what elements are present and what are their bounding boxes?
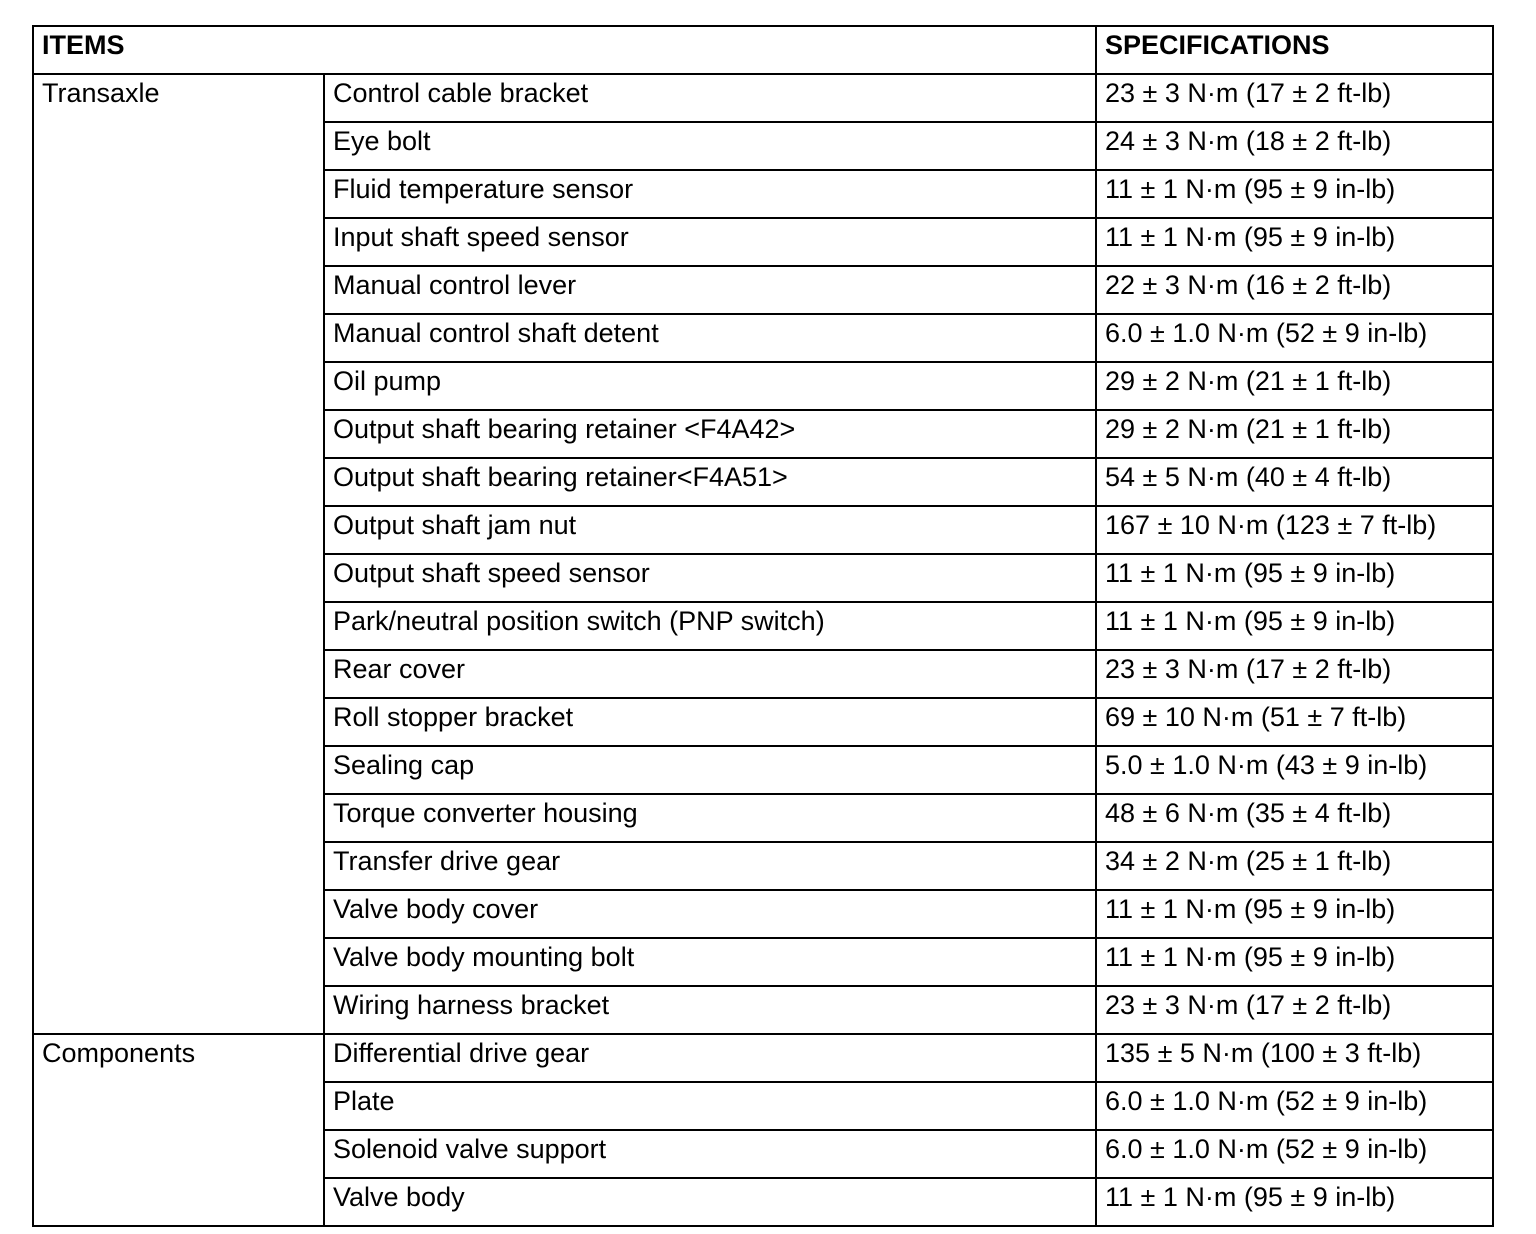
item-cell: Output shaft bearing retainer <F4A42> [324, 410, 1096, 458]
item-cell: Park/neutral position switch (PNP switch) [324, 602, 1096, 650]
item-cell: Rear cover [324, 650, 1096, 698]
spec-cell: 22 ± 3 N·m (16 ± 2 ft-lb) [1096, 266, 1493, 314]
spec-cell: 11 ± 1 N·m (95 ± 9 in-lb) [1096, 554, 1493, 602]
header-specifications: SPECIFICATIONS [1096, 26, 1493, 74]
item-cell: Oil pump [324, 362, 1096, 410]
item-cell: Wiring harness bracket [324, 986, 1096, 1034]
spec-cell: 23 ± 3 N·m (17 ± 2 ft-lb) [1096, 74, 1493, 122]
item-cell: Valve body [324, 1178, 1096, 1226]
spec-cell: 5.0 ± 1.0 N·m (43 ± 9 in-lb) [1096, 746, 1493, 794]
group-label: Transaxle [33, 74, 324, 1034]
item-cell: Fluid temperature sensor [324, 170, 1096, 218]
header-items: ITEMS [33, 26, 1096, 74]
spec-cell: 11 ± 1 N·m (95 ± 9 in-lb) [1096, 218, 1493, 266]
item-cell: Manual control shaft detent [324, 314, 1096, 362]
item-cell: Valve body mounting bolt [324, 938, 1096, 986]
item-cell: Input shaft speed sensor [324, 218, 1096, 266]
spec-cell: 29 ± 2 N·m (21 ± 1 ft-lb) [1096, 410, 1493, 458]
spec-table-body [33, 26, 1493, 1226]
item-cell: Eye bolt [324, 122, 1096, 170]
item-cell: Output shaft jam nut [324, 506, 1096, 554]
spec-cell: 11 ± 1 N·m (95 ± 9 in-lb) [1096, 602, 1493, 650]
item-cell: Torque converter housing [324, 794, 1096, 842]
item-cell: Manual control lever [324, 266, 1096, 314]
item-cell: Output shaft speed sensor [324, 554, 1096, 602]
spec-cell: 11 ± 1 N·m (95 ± 9 in-lb) [1096, 890, 1493, 938]
spec-cell: 23 ± 3 N·m (17 ± 2 ft-lb) [1096, 650, 1493, 698]
table-row [33, 74, 1493, 122]
item-cell: Solenoid valve support [324, 1130, 1096, 1178]
item-cell: Valve body cover [324, 890, 1096, 938]
item-cell: Differential drive gear [324, 1034, 1096, 1082]
spec-cell: 29 ± 2 N·m (21 ± 1 ft-lb) [1096, 362, 1493, 410]
item-cell: Sealing cap [324, 746, 1096, 794]
item-cell: Roll stopper bracket [324, 698, 1096, 746]
group-label: Components [33, 1034, 324, 1226]
spec-cell: 11 ± 1 N·m (95 ± 9 in-lb) [1096, 170, 1493, 218]
spec-cell: 11 ± 1 N·m (95 ± 9 in-lb) [1096, 1178, 1493, 1226]
item-cell: Control cable bracket [324, 74, 1096, 122]
spec-cell: 6.0 ± 1.0 N·m (52 ± 9 in-lb) [1096, 314, 1493, 362]
torque-spec-table [32, 25, 1494, 1227]
spec-cell: 23 ± 3 N·m (17 ± 2 ft-lb) [1096, 986, 1493, 1034]
spec-cell: 34 ± 2 N·m (25 ± 1 ft-lb) [1096, 842, 1493, 890]
spec-cell: 24 ± 3 N·m (18 ± 2 ft-lb) [1096, 122, 1493, 170]
spec-cell: 167 ± 10 N·m (123 ± 7 ft-lb) [1096, 506, 1493, 554]
table-header-row [33, 26, 1493, 74]
spec-cell: 135 ± 5 N·m (100 ± 3 ft-lb) [1096, 1034, 1493, 1082]
table-row [33, 1034, 1493, 1082]
item-cell: Transfer drive gear [324, 842, 1096, 890]
spec-cell: 69 ± 10 N·m (51 ± 7 ft-lb) [1096, 698, 1493, 746]
spec-cell: 48 ± 6 N·m (35 ± 4 ft-lb) [1096, 794, 1493, 842]
spec-cell: 6.0 ± 1.0 N·m (52 ± 9 in-lb) [1096, 1082, 1493, 1130]
spec-cell: 54 ± 5 N·m (40 ± 4 ft-lb) [1096, 458, 1493, 506]
spec-cell: 11 ± 1 N·m (95 ± 9 in-lb) [1096, 938, 1493, 986]
item-cell: Plate [324, 1082, 1096, 1130]
item-cell: Output shaft bearing retainer<F4A51> [324, 458, 1096, 506]
spec-cell: 6.0 ± 1.0 N·m (52 ± 9 in-lb) [1096, 1130, 1493, 1178]
